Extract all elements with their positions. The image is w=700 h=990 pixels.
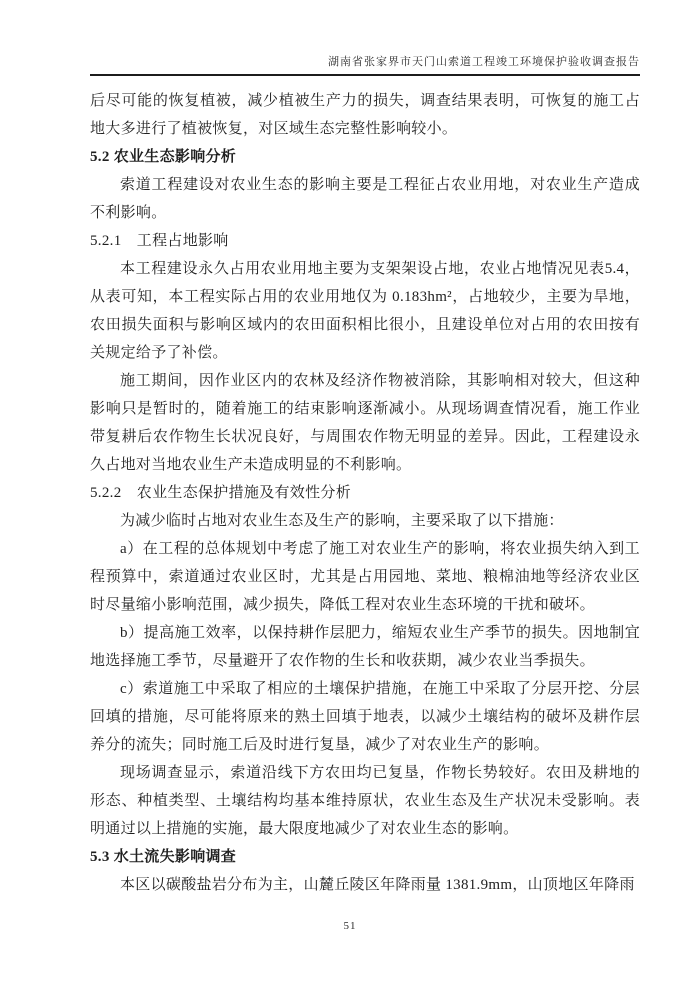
header-rule [90, 74, 640, 76]
paragraph-land-occupation: 本工程建设永久占用农业用地主要为支架架设占地，农业占地情况见表5.4，从表可知，本工程实际占用的农业用地仅为 0.183hm²，占地较少，主要为旱地，农田损失面积与影响区域内的农田面积相比很小，且建设单位对占用的农田按有关规定给予了补偿。 [90, 261, 640, 361]
page-header [90, 0, 640, 76]
document-body [90, 87, 640, 899]
paragraph-measure-c: c）索道施工中采取了相应的土壤保护措施，在施工中采取了分层开挖、分层回填的措施，尽可能将原来的熟土回填于地表，以减少土壤结构的破坏及耕作层养分的流失；同时施工后及时进行复垦，减少了对农业生产的影响。 [90, 681, 640, 753]
paragraph-agriculture-impact-intro: 索道工程建设对农业生态的影响主要是工程征占农业用地，对农业生产造成不利影响。 [90, 177, 640, 221]
section-heading-5-2-2: 5.2.2 农业生态保护措施及有效性分析 [90, 485, 352, 501]
paragraph-construction-period: 施工期间，因作业区内的农林及经济作物被消除，其影响相对较大，但这种影响只是暂时的，随着施工的结束影响逐渐减小。从现场调查情况看，施工作业带复耕后农作物生长状况良好，与周围农作物无明显的差异。因此，工程建设永久占地对当地农业生产未造成明显的不利影响。 [90, 373, 640, 473]
paragraph-measure-b: b）提高施工效率，以保持耕作层肥力，缩短农业生产季节的损失。因地制宜地选择施工季节，尽量避开了农作物的生长和收获期，减少农业当季损失。 [90, 625, 640, 669]
paragraph-measures-intro: 为减少临时占地对农业生态及生产的影响，主要采取了以下措施： [120, 513, 564, 529]
page-header-title: 湖南省张家界市天门山索道工程竣工环境保护验收调查报告 [328, 56, 640, 68]
section-heading-5-2: 5.2 农业生态影响分析 [90, 149, 237, 165]
section-heading-5-2-1: 5.2.1 工程占地影响 [90, 233, 229, 249]
section-heading-5-3: 5.3 水土流失影响调查 [90, 849, 237, 865]
page-footer [0, 916, 700, 934]
paragraph-soil-erosion-intro: 本区以碳酸盐岩分布为主，山麓丘陵区年降雨量 1381.9mm，山顶地区年降雨 [120, 877, 635, 893]
paragraph-revegetation-continuation: 后尽可能的恢复植被，减少植被生产力的损失，调查结果表明，可恢复的施工占地大多进行了植被恢复，对区域生态完整性影响较小。 [90, 93, 640, 137]
page-number: 51 [343, 920, 357, 932]
paragraph-measure-a: a）在工程的总体规划中考虑了施工对农业生产的影响，将农业损失纳入到工程预算中，索道通过农业区时，尤其是占用园地、菜地、粮棉油地等经济农业区时尽量缩小影响范围，减少损失，降低工程对农业生态环境的干扰和破坏。 [90, 541, 640, 613]
paragraph-field-survey: 现场调查显示，索道沿线下方农田均已复垦，作物长势较好。农田及耕地的形态、种植类型、土壤结构均基本维持原状，农业生态及生产状况未受影响。表明通过以上措施的实施，最大限度地减少了对农业生态的影响。 [90, 765, 640, 837]
